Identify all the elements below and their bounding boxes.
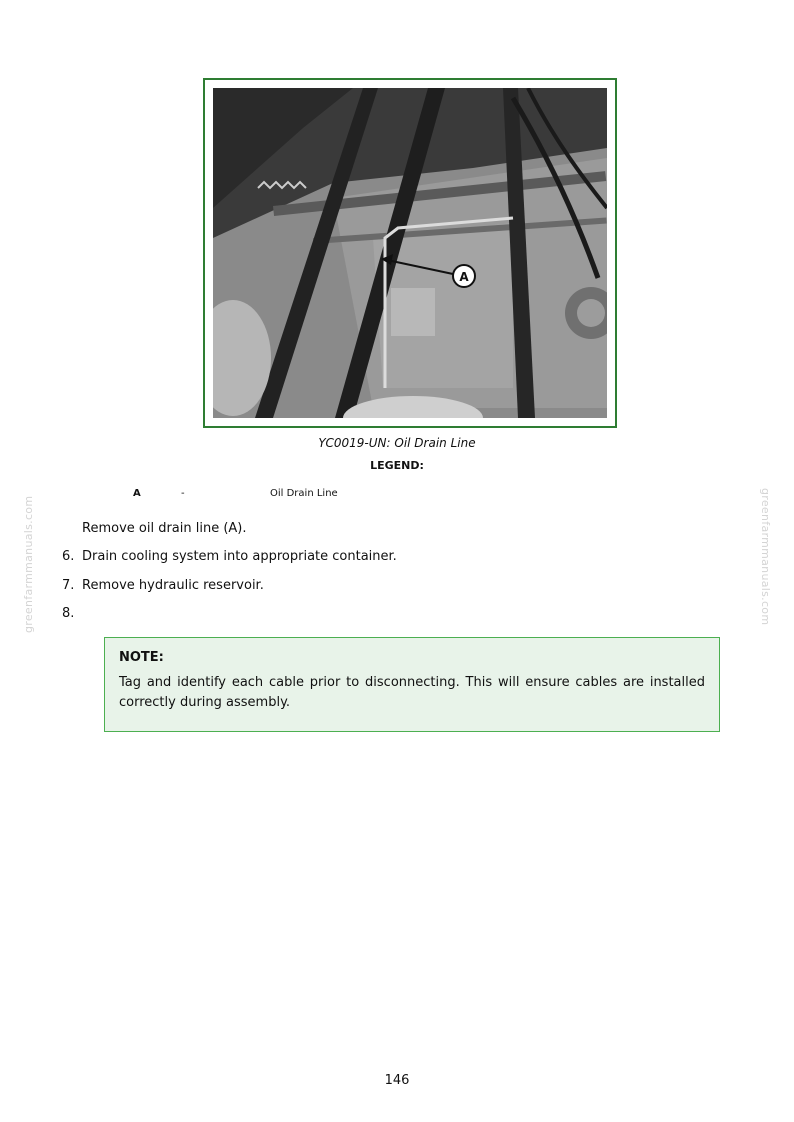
watermark-right: greenfarmmanuals.com bbox=[759, 488, 772, 626]
legend-key: A bbox=[133, 488, 141, 499]
legend-title: LEGEND: bbox=[370, 459, 424, 472]
figure-frame bbox=[203, 78, 617, 428]
step-7-text: Remove hydraulic reservoir. bbox=[82, 578, 264, 593]
photo-illustration bbox=[213, 88, 607, 418]
note-text: Tag and identify each cable prior to disconnecting. This will ensure cables are installed correctly during assembly. bbox=[119, 675, 705, 710]
step-6-number: 6. bbox=[62, 549, 75, 564]
watermark-left: greenfarmmanuals.com bbox=[22, 495, 35, 633]
step-6-text: Drain cooling system into appropriate container. bbox=[82, 549, 397, 564]
legend-separator: - bbox=[181, 488, 185, 499]
oil-drain-line-photo bbox=[213, 88, 607, 418]
step-7-number: 7. bbox=[62, 578, 75, 593]
step-intro-text: Remove oil drain line (A). bbox=[82, 521, 247, 536]
callout-label-a: A bbox=[459, 270, 469, 284]
legend-description: Oil Drain Line bbox=[270, 488, 338, 499]
note-title: NOTE: bbox=[119, 650, 164, 665]
step-8-number: 8. bbox=[62, 606, 75, 621]
figure-caption: YC0019-UN: Oil Drain Line bbox=[318, 436, 476, 450]
page-number: 146 bbox=[384, 1073, 410, 1088]
note-box bbox=[104, 637, 720, 732]
